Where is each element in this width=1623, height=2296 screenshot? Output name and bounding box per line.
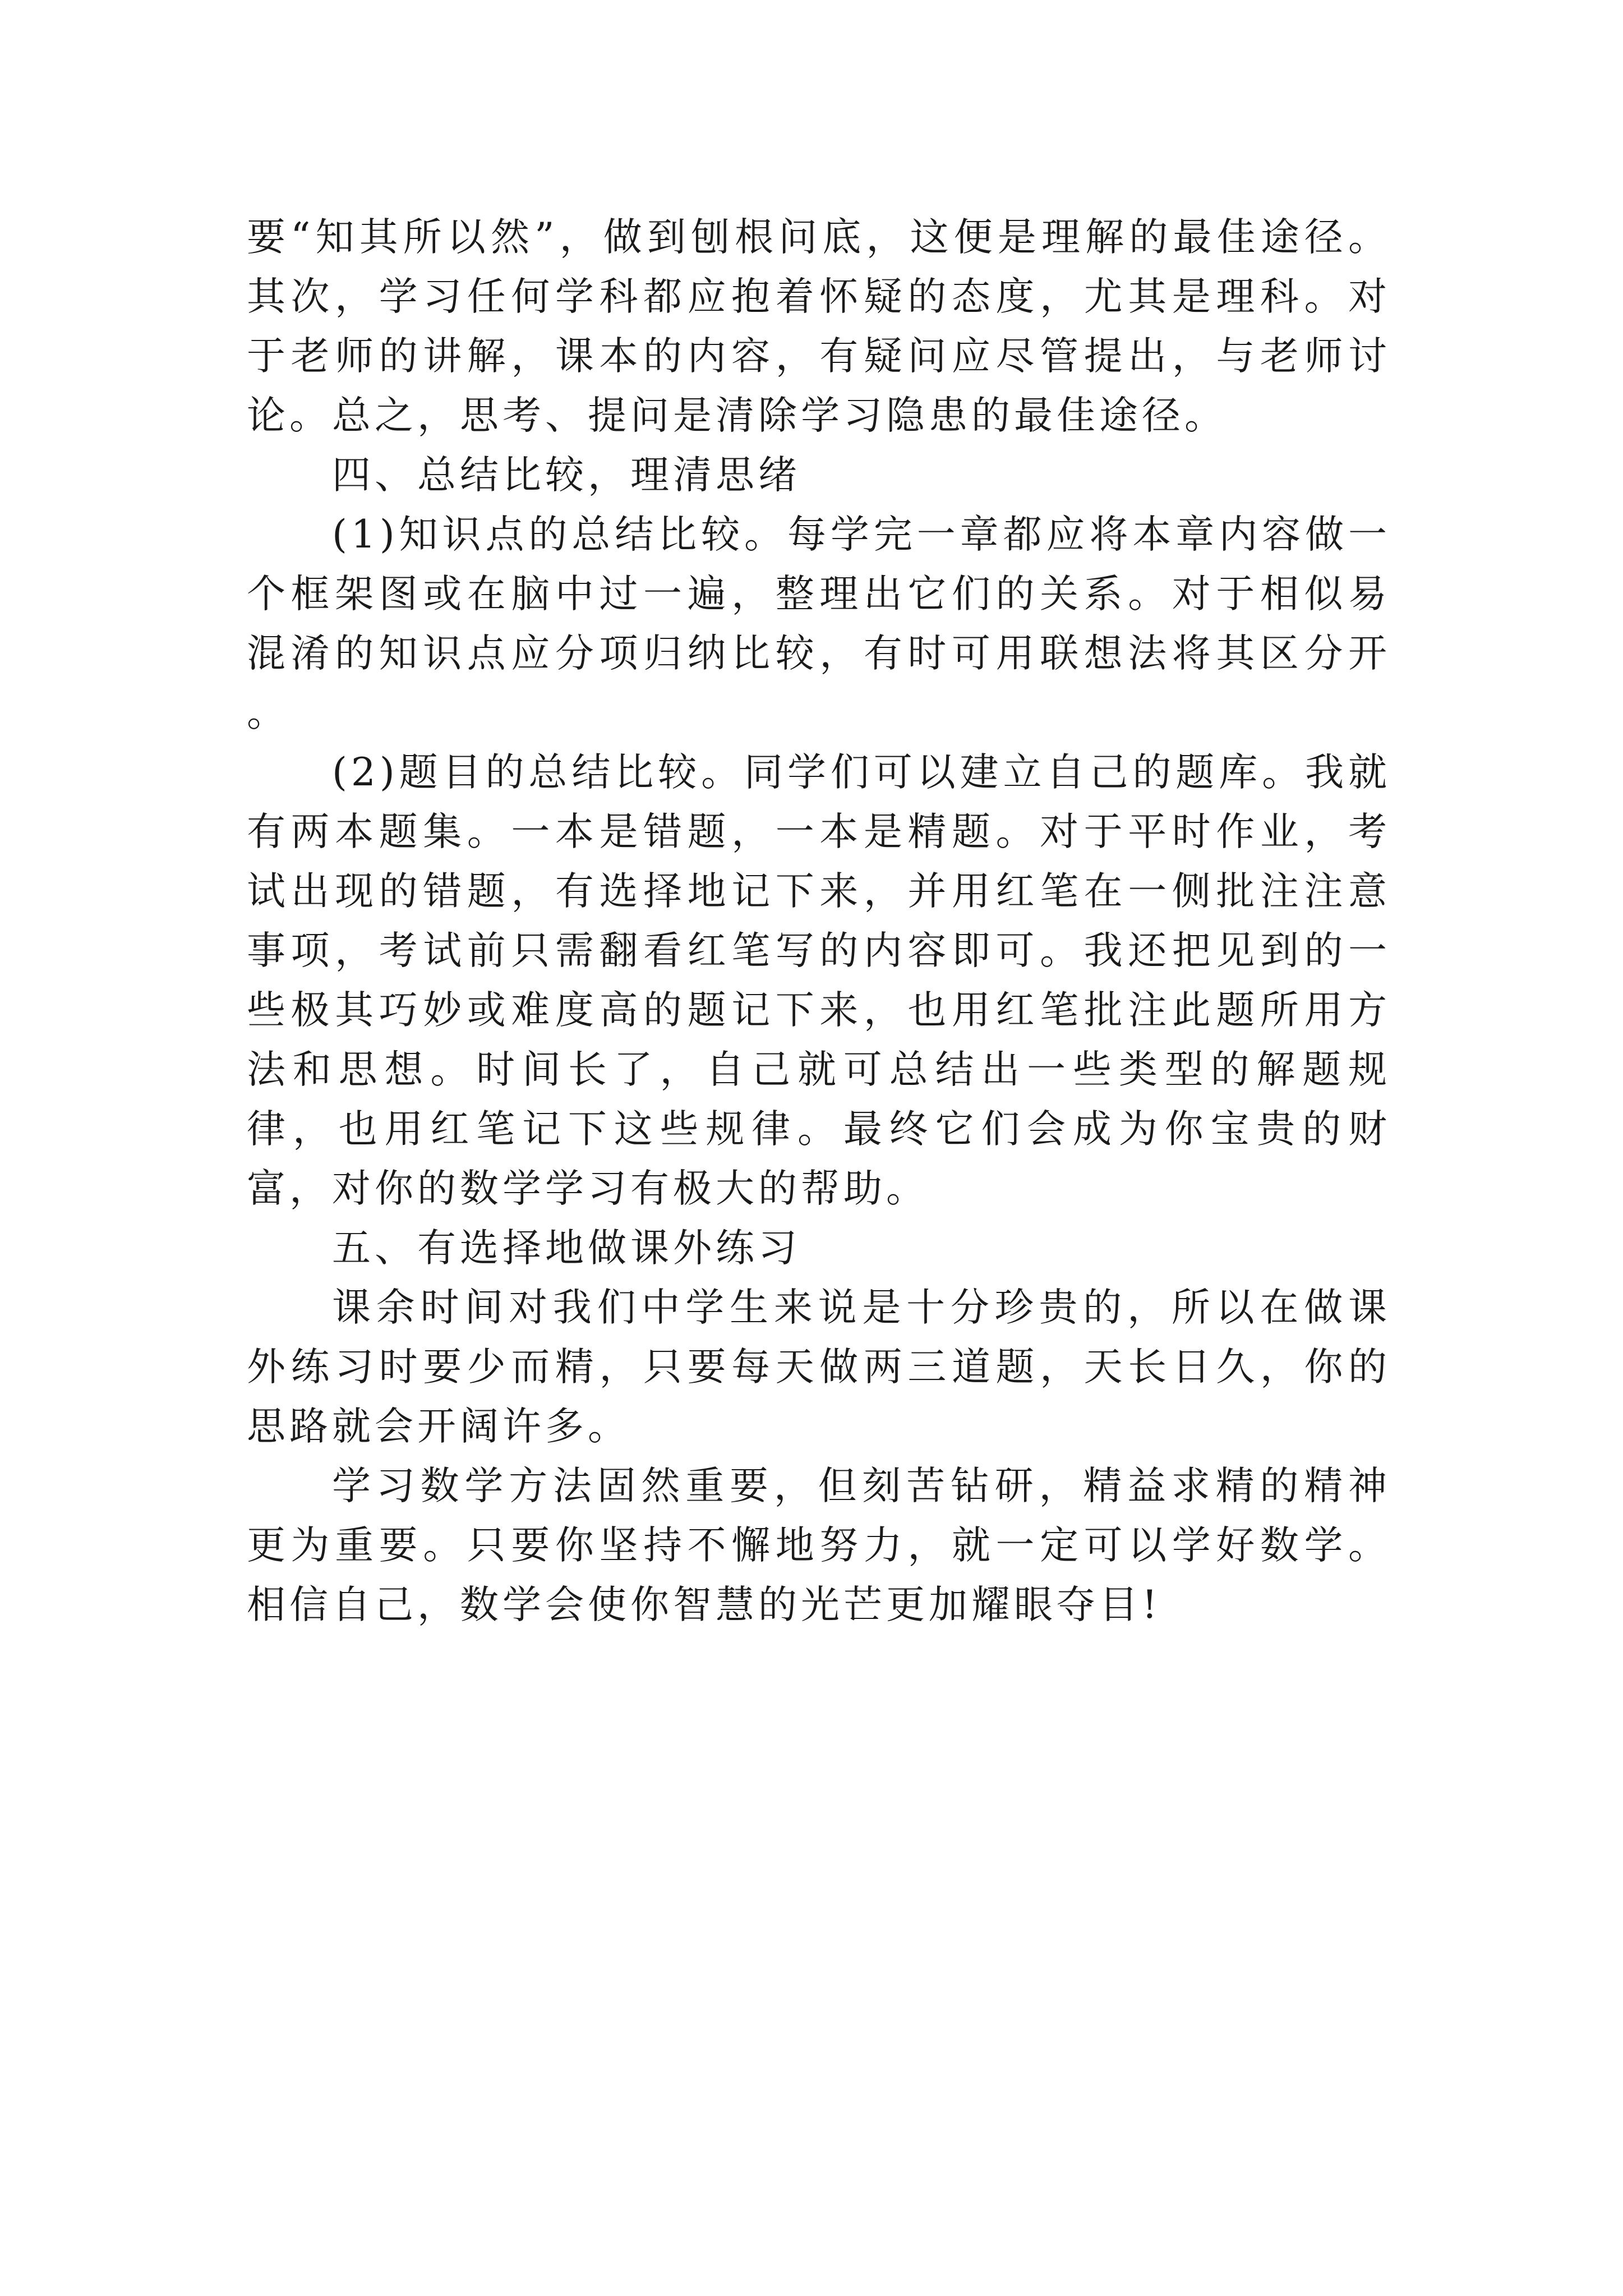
section-heading-4: 四、总结比较，理清思绪 [332, 453, 801, 498]
paragraph-problem-summary: (2)题目的总结比较。同学们可以建立自己的题库。我就有两本题集。一本是错题，一本是精题。对于平时作业，考试出现的错题，有选择地记下来，并用红笔在一侧批注注意事项，考试前只需翻看红笔写的内容即可。我还把见到的一些极其巧妙或难度高的题记下来，也用红笔批注此题所用方法和思想。时间长了，自己就可总结出一些类型的解题规律，也用红笔记下这些规律。最终它们会成为你宝贵的财富，对你的数学学习有极大的帮助。 [247, 750, 1391, 1211]
paragraph-extra-practice: 课余时间对我们中学生来说是十分珍贵的，所以在做课外练习时要少而精，只要每天做两三道题，天长日久，你的思路就会开阔许多。 [247, 1285, 1391, 1449]
paragraph-continuation: 要“知其所以然”，做到刨根问底，这便是理解的最佳途径。其次，学习任何学科都应抱着怀疑的态度，尤其是理科。对于老师的讲解，课本的内容，有疑问应尽管提出，与老师讨论。总之，思考、提问是清除学习隐患的最佳途径。 [247, 215, 1391, 438]
paragraph-conclusion: 学习数学方法固然重要，但刻苦钻研，精益求精的精神更为重要。只要你坚持不懈地努力，就一定可以学好数学。相信自己，数学会使你智慧的光芒更加耀眼夺目! [247, 1464, 1391, 1627]
section-heading-5: 五、有选择地做课外练习 [332, 1226, 801, 1271]
paragraph-knowledge-summary: (1)知识点的总结比较。每学完一章都应将本章内容做一个框架图或在脑中过一遍，整理出它们的关系。对于相似易混淆的知识点应分项归纳比较，有时可用联想法将其区分开 。 [247, 512, 1391, 735]
document-body [247, 208, 1391, 1635]
